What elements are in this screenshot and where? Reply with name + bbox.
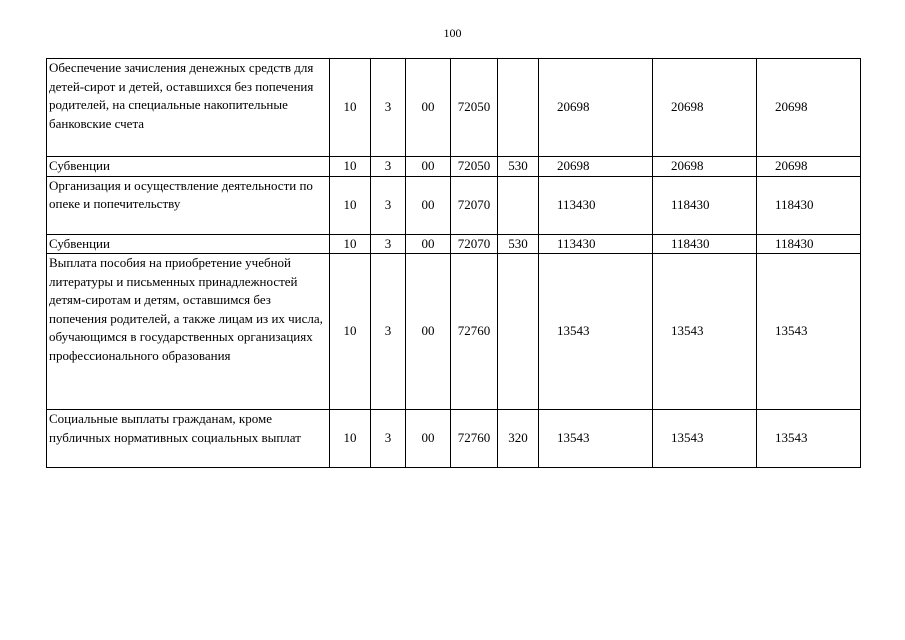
row-name: Обеспечение зачисления денежных средств для детей-сирот и детей, оставшихся без попечения родителей, на специальные накопительные банковские счета xyxy=(47,59,330,157)
code-cell: 72050 xyxy=(451,157,498,177)
amount3-cell: 118430 xyxy=(757,234,861,254)
program-cell: 00 xyxy=(406,59,451,157)
amount2-cell: 13543 xyxy=(653,254,757,410)
amount2-cell: 118430 xyxy=(653,234,757,254)
subsection-cell: 3 xyxy=(371,157,406,177)
code-cell: 72760 xyxy=(451,410,498,468)
section-cell: 10 xyxy=(330,176,371,234)
amount2-cell: 20698 xyxy=(653,157,757,177)
subsection-cell: 3 xyxy=(371,234,406,254)
row-name: Субвенции xyxy=(47,157,330,177)
amount2-cell: 20698 xyxy=(653,59,757,157)
section-cell: 10 xyxy=(330,410,371,468)
amount3-cell: 20698 xyxy=(757,59,861,157)
program-cell: 00 xyxy=(406,410,451,468)
page-number: 100 xyxy=(443,26,462,40)
code-cell: 72760 xyxy=(451,254,498,410)
row-name: Организация и осуществление деятельности по опеке и попечительству xyxy=(47,176,330,234)
amount1-cell: 20698 xyxy=(539,157,653,177)
amount3-cell: 20698 xyxy=(757,157,861,177)
table-row xyxy=(47,157,861,177)
row-name: Социальные выплаты гражданам, кроме публичных нормативных социальных выплат xyxy=(47,410,330,468)
table-row xyxy=(47,59,861,157)
amount3-cell: 118430 xyxy=(757,176,861,234)
table-row xyxy=(47,410,861,468)
subsection-cell: 3 xyxy=(371,176,406,234)
program-cell: 00 xyxy=(406,176,451,234)
program-cell: 00 xyxy=(406,157,451,177)
amount1-cell: 113430 xyxy=(539,234,653,254)
code-cell: 72050 xyxy=(451,59,498,157)
program-cell: 00 xyxy=(406,234,451,254)
amount1-cell: 20698 xyxy=(539,59,653,157)
section-cell: 10 xyxy=(330,254,371,410)
expense-type-cell xyxy=(498,176,539,234)
table-row xyxy=(47,176,861,234)
amount1-cell: 113430 xyxy=(539,176,653,234)
subsection-cell: 3 xyxy=(371,59,406,157)
table-row xyxy=(47,254,861,410)
section-cell: 10 xyxy=(330,157,371,177)
expense-type-cell: 320 xyxy=(498,410,539,468)
program-cell: 00 xyxy=(406,254,451,410)
expense-type-cell xyxy=(498,254,539,410)
row-name: Субвенции xyxy=(47,234,330,254)
code-cell: 72070 xyxy=(451,234,498,254)
code-cell: 72070 xyxy=(451,176,498,234)
expense-type-cell xyxy=(498,59,539,157)
amount3-cell: 13543 xyxy=(757,254,861,410)
subsection-cell: 3 xyxy=(371,410,406,468)
expense-type-cell: 530 xyxy=(498,157,539,177)
amount2-cell: 13543 xyxy=(653,410,757,468)
expense-type-cell: 530 xyxy=(498,234,539,254)
section-cell: 10 xyxy=(330,59,371,157)
budget-table xyxy=(46,58,861,468)
amount1-cell: 13543 xyxy=(539,410,653,468)
row-name: Выплата пособия на приобретение учебной литературы и письменных принадлежностей детям-сиротам и детям, оставшимся без попечения родителей, а также лицам из их числа, обучающимся в государственных организациях профессионального образования xyxy=(47,254,330,410)
table-row xyxy=(47,234,861,254)
amount1-cell: 13543 xyxy=(539,254,653,410)
section-cell: 10 xyxy=(330,234,371,254)
amount3-cell: 13543 xyxy=(757,410,861,468)
amount2-cell: 118430 xyxy=(653,176,757,234)
subsection-cell: 3 xyxy=(371,254,406,410)
